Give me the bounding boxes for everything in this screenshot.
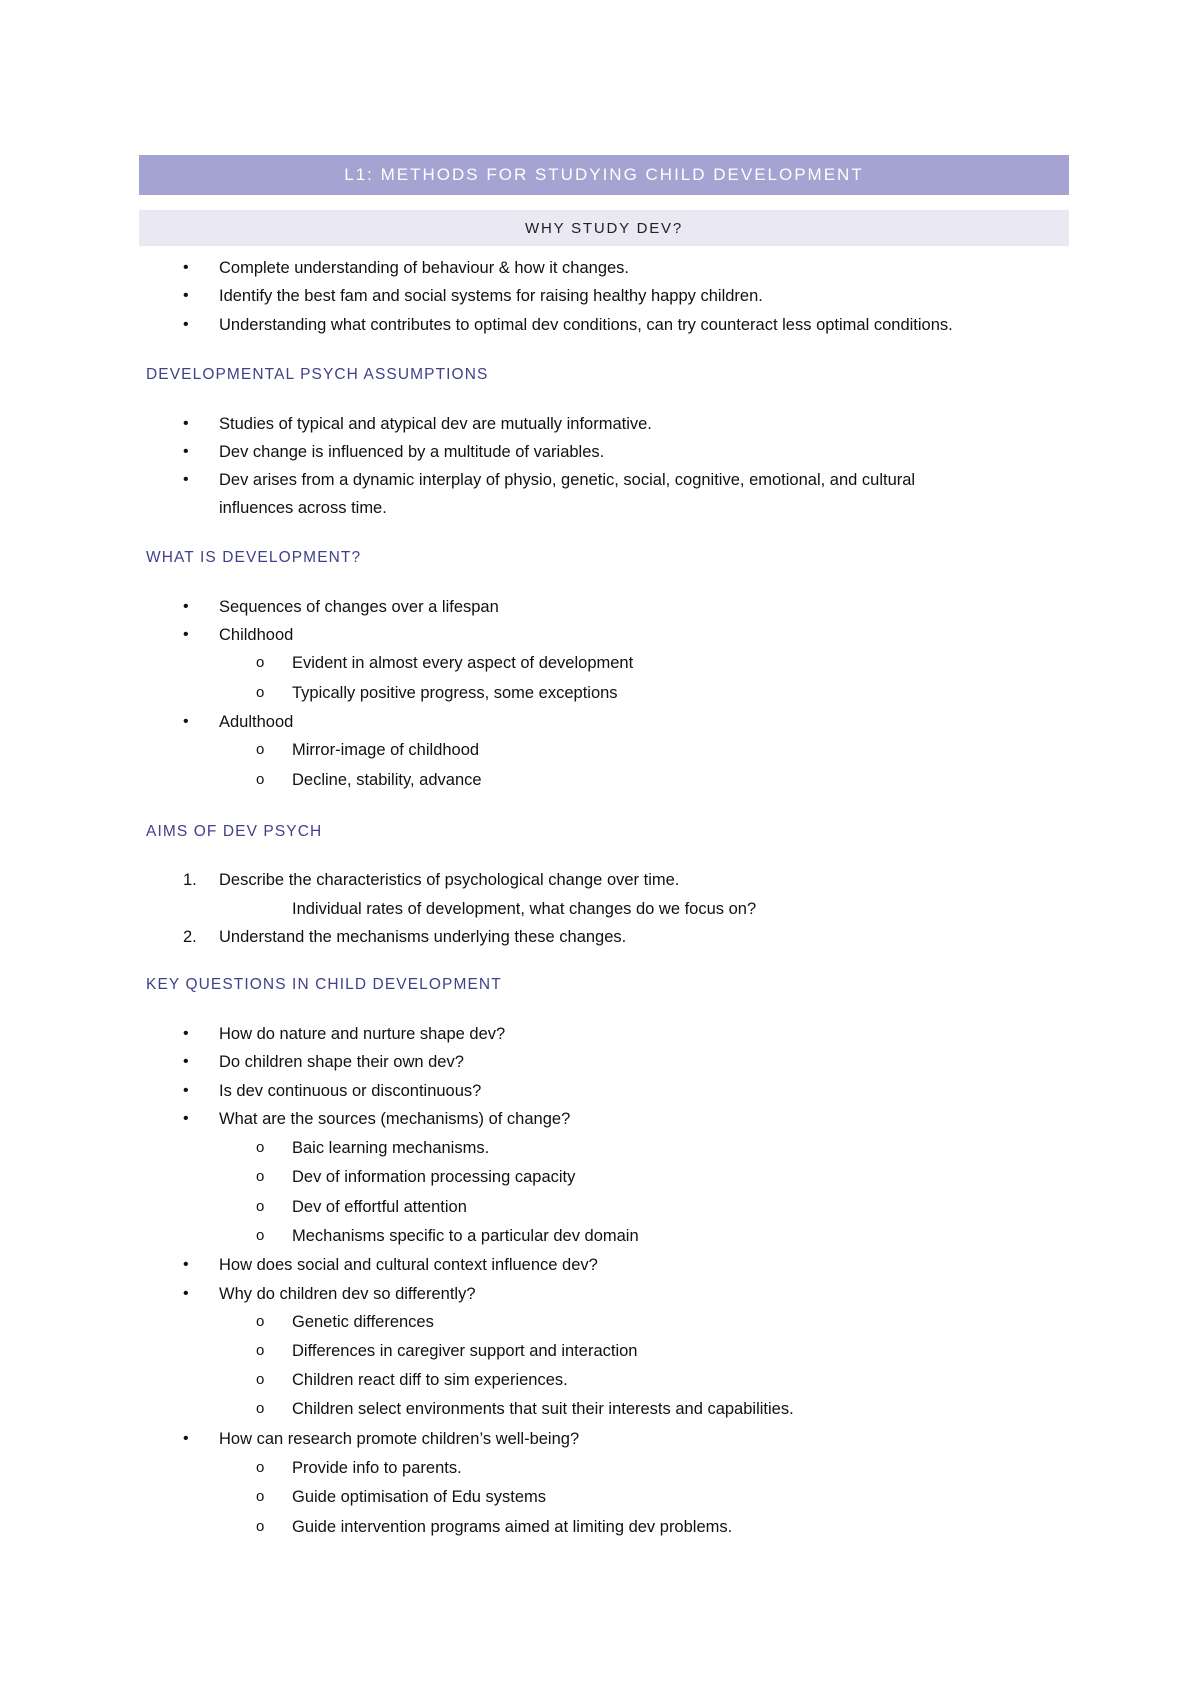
list-item: What are the sources (mechanisms) of change?	[219, 1110, 571, 1128]
bullet-marker: •	[183, 1053, 189, 1070]
sub-list-item: Baic learning mechanisms.	[292, 1139, 490, 1157]
bullet-marker: •	[183, 443, 189, 460]
list-item: How do nature and nurture shape dev?	[219, 1025, 506, 1043]
bullet-marker: •	[183, 598, 189, 615]
sub-list-item: Guide intervention programs aimed at limiting dev problems.	[292, 1518, 733, 1536]
sub-list-item: Mirror-image of childhood	[292, 741, 480, 759]
sub-bullet-marker: o	[256, 1198, 265, 1215]
sub-bullet-marker: o	[256, 1371, 265, 1388]
list-item: Identify the best fam and social systems for raising healthy happy children.	[219, 287, 763, 305]
sub-list-item: Differences in caregiver support and interaction	[292, 1342, 638, 1360]
list-item: Childhood	[219, 626, 294, 644]
sub-list-item: Children select environments that suit their interests and capabilities.	[292, 1400, 794, 1418]
list-item: Why do children dev so differently?	[219, 1285, 476, 1303]
sub-bullet-marker: o	[256, 684, 265, 701]
bullet-marker: •	[183, 415, 189, 432]
sub-list-item: Children react diff to sim experiences.	[292, 1371, 568, 1389]
section-banner-why-study: WHY STUDY DEV?	[139, 210, 1069, 246]
list-item: Sequences of changes over a lifespan	[219, 598, 499, 616]
sub-list-item: Typically positive progress, some exceptions	[292, 684, 618, 702]
sub-list-item: Mechanisms specific to a particular dev domain	[292, 1227, 639, 1245]
list-item: Dev change is influenced by a multitude of variables.	[219, 443, 605, 461]
sub-bullet-marker: o	[256, 1488, 265, 1505]
list-item: Is dev continuous or discontinuous?	[219, 1082, 482, 1100]
heading-what-is-development: WHAT IS DEVELOPMENT?	[146, 549, 362, 566]
sub-bullet-marker: o	[256, 1313, 265, 1330]
sub-list-item: Dev of information processing capacity	[292, 1168, 576, 1186]
sub-bullet-marker: o	[256, 654, 265, 671]
sub-bullet-marker: o	[256, 1227, 265, 1244]
bullet-marker: •	[183, 1285, 189, 1302]
list-item: Describe the characteristics of psychological change over time.	[219, 871, 680, 889]
list-item: Understand the mechanisms underlying these changes.	[219, 928, 627, 946]
heading-key-questions: KEY QUESTIONS IN CHILD DEVELOPMENT	[146, 976, 502, 993]
sub-list-item: Evident in almost every aspect of development	[292, 654, 634, 672]
sub-bullet-marker: o	[256, 1168, 265, 1185]
list-item: Dev arises from a dynamic interplay of physio, genetic, social, cognitive, emotional, and cultural	[219, 471, 916, 489]
sub-bullet-marker: o	[256, 1459, 265, 1476]
list-item: How does social and cultural context influence dev?	[219, 1256, 598, 1274]
list-item: Studies of typical and atypical dev are mutually informative.	[219, 415, 652, 433]
sub-bullet-marker: o	[256, 1518, 265, 1535]
bullet-marker: •	[183, 1256, 189, 1273]
heading-assumptions: DEVELOPMENTAL PSYCH ASSUMPTIONS	[146, 366, 489, 383]
bullet-marker: •	[183, 287, 189, 304]
list-number: 1.	[183, 871, 197, 889]
bullet-marker: •	[183, 316, 189, 333]
bullet-marker: •	[183, 713, 189, 730]
list-item: Complete understanding of behaviour & how it changes.	[219, 259, 630, 277]
bullet-marker: •	[183, 1025, 189, 1042]
bullet-marker: •	[183, 259, 189, 276]
sub-list-item: Genetic differences	[292, 1313, 434, 1331]
list-item: Understanding what contributes to optimal dev conditions, can try counteract less optimal conditions.	[219, 316, 953, 334]
bullet-marker: •	[183, 1430, 189, 1447]
sub-list-item: Guide optimisation of Edu systems	[292, 1488, 547, 1506]
list-item-continuation: influences across time.	[219, 499, 387, 517]
list-item-note: Individual rates of development, what changes do we focus on?	[292, 900, 757, 918]
bullet-marker: •	[183, 1082, 189, 1099]
list-item: How can research promote children’s well-being?	[219, 1430, 580, 1448]
document-title: L1: METHODS FOR STUDYING CHILD DEVELOPMENT	[139, 155, 1069, 195]
sub-bullet-marker: o	[256, 1342, 265, 1359]
sub-bullet-marker: o	[256, 741, 265, 758]
bullet-marker: •	[183, 1110, 189, 1127]
sub-bullet-marker: o	[256, 1139, 265, 1156]
sub-list-item: Decline, stability, advance	[292, 771, 482, 789]
sub-bullet-marker: o	[256, 771, 265, 788]
bullet-marker: •	[183, 471, 189, 488]
list-item: Do children shape their own dev?	[219, 1053, 464, 1071]
heading-aims: AIMS OF DEV PSYCH	[146, 823, 323, 840]
sub-list-item: Provide info to parents.	[292, 1459, 462, 1477]
list-item: Adulthood	[219, 713, 294, 731]
bullet-marker: •	[183, 626, 189, 643]
sub-bullet-marker: o	[256, 1400, 265, 1417]
sub-list-item: Dev of effortful attention	[292, 1198, 467, 1216]
list-number: 2.	[183, 928, 197, 946]
